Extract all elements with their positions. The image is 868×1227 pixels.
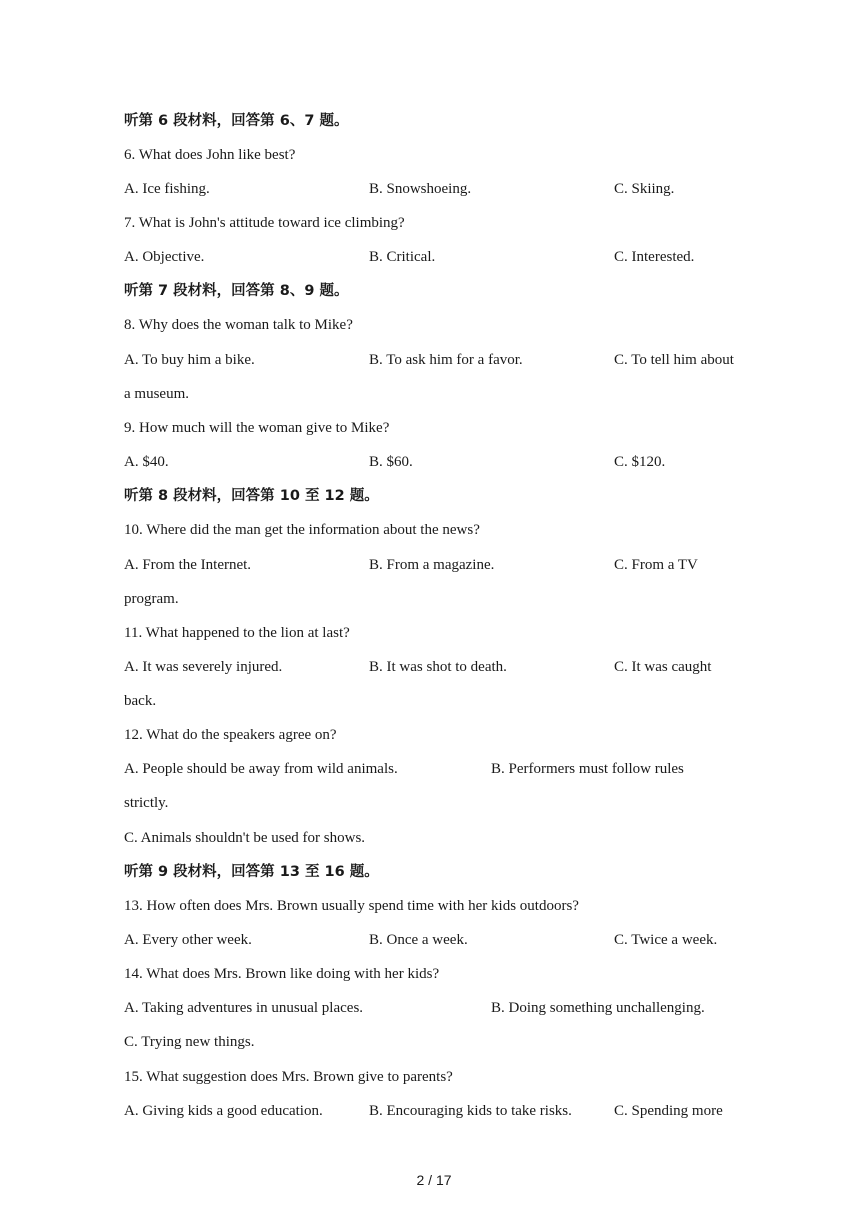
option-14a: A. Taking adventures in unusual places.: [124, 1000, 364, 1016]
option-6a: A. Ice fishing.: [124, 181, 210, 197]
option-11c: C. It was caught: [614, 659, 712, 675]
question-11: 11. What happened to the lion at last?: [124, 625, 350, 641]
question-7: 7. What is John's attitude toward ice climbing?: [124, 215, 405, 231]
option-10c-continued: program.: [124, 591, 179, 607]
question-9: 9. How much will the woman give to Mike?: [124, 420, 390, 436]
question-6: 6. What does John like best?: [124, 147, 296, 163]
option-10c: C. From a TV: [614, 557, 698, 573]
section-heading-9: 听第 9 段材料，回答第 13 至 16 题。: [124, 864, 379, 880]
option-7a: A. Objective.: [124, 249, 205, 265]
option-7b: B. Critical.: [369, 249, 436, 265]
option-9a: A. $40.: [124, 454, 169, 470]
option-11b: B. It was shot to death.: [369, 659, 507, 675]
option-13c: C. Twice a week.: [614, 932, 718, 948]
option-9c: C. $120.: [614, 454, 666, 470]
question-10: 10. Where did the man get the information about the news?: [124, 522, 480, 538]
section-heading-8: 听第 8 段材料，回答第 10 至 12 题。: [124, 488, 379, 504]
option-14c: C. Trying new things.: [124, 1034, 255, 1050]
option-15a: A. Giving kids a good education.: [124, 1103, 323, 1119]
option-15c: C. Spending more: [614, 1103, 723, 1119]
option-6c: C. Skiing.: [614, 181, 675, 197]
question-13: 13. How often does Mrs. Brown usually spend time with her kids outdoors?: [124, 898, 579, 914]
question-14: 14. What does Mrs. Brown like doing with her kids?: [124, 966, 440, 982]
option-6b: B. Snowshoeing.: [369, 181, 472, 197]
question-15: 15. What suggestion does Mrs. Brown give to parents?: [124, 1069, 453, 1085]
option-15b: B. Encouraging kids to take risks.: [369, 1103, 572, 1119]
option-12b: B. Performers must follow rules: [491, 761, 684, 777]
option-7c: C. Interested.: [614, 249, 695, 265]
option-8c-continued: a museum.: [124, 386, 189, 402]
option-9b: B. $60.: [369, 454, 413, 470]
question-8: 8. Why does the woman talk to Mike?: [124, 317, 353, 333]
option-12c: C. Animals shouldn't be used for shows.: [124, 830, 366, 846]
option-11c-continued: back.: [124, 693, 157, 709]
page-number: 2 / 17: [416, 1172, 452, 1188]
option-13a: A. Every other week.: [124, 932, 252, 948]
option-10b: B. From a magazine.: [369, 557, 495, 573]
section-heading-7: 听第 7 段材料，回答第 8、9 题。: [124, 283, 349, 299]
option-8c: C. To tell him about: [614, 352, 734, 368]
option-10a: A. From the Internet.: [124, 557, 252, 573]
section-heading-6: 听第 6 段材料，回答第 6、7 题。: [124, 113, 349, 129]
option-13b: B. Once a week.: [369, 932, 468, 948]
option-11a: A. It was severely injured.: [124, 659, 283, 675]
option-12a: A. People should be away from wild animals.: [124, 761, 398, 777]
option-8b: B. To ask him for a favor.: [369, 352, 523, 368]
option-14b: B. Doing something unchallenging.: [491, 1000, 705, 1016]
question-12: 12. What do the speakers agree on?: [124, 727, 337, 743]
option-8a: A. To buy him a bike.: [124, 352, 255, 368]
option-12b-continued: strictly.: [124, 795, 169, 811]
